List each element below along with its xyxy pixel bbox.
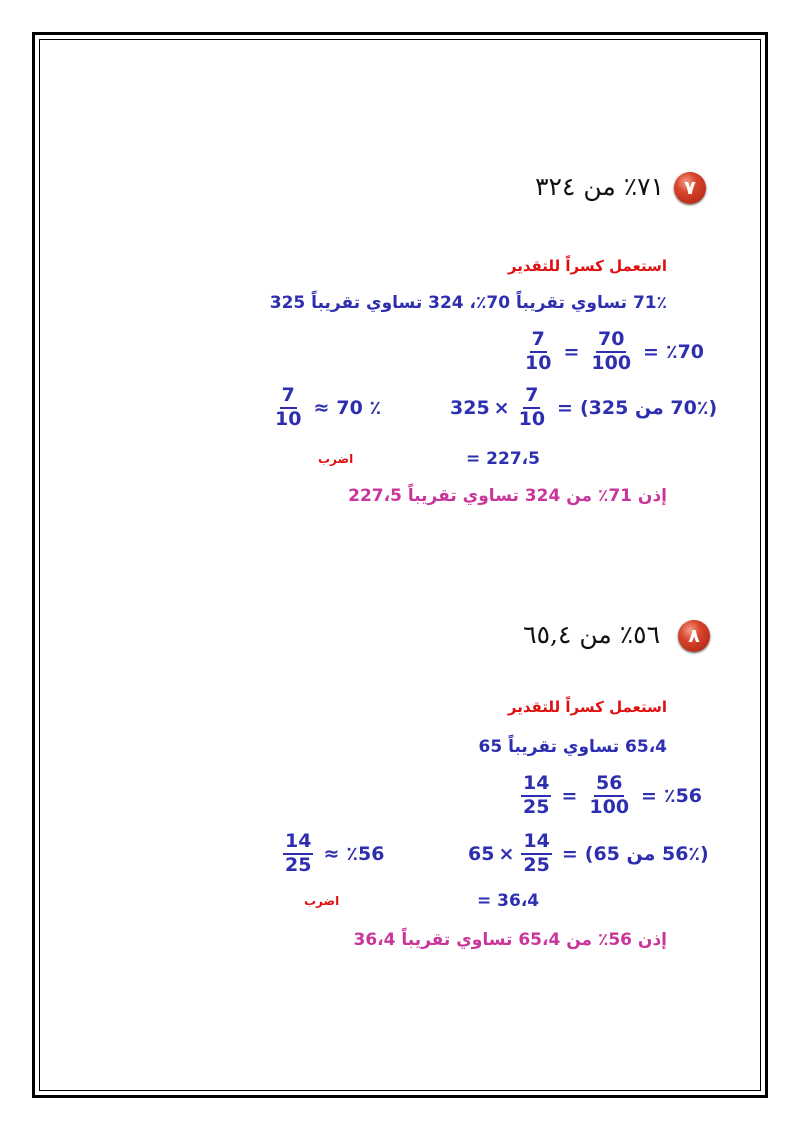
approximation-text: 71٪ تساوي تقريباً 70٪، 324 تساوي تقريباً 325 <box>269 293 667 313</box>
approximation-text: 65،4 تساوي تقريباً 65 <box>478 737 667 757</box>
problem-title: ٧١٪ من ٣٢٤ <box>535 172 664 201</box>
conclusion-text: إذن 56٪ من 65،4 تساوي تقريباً 36،4 <box>353 930 667 950</box>
fraction: $\frac{56}{100}$ <box>589 772 630 818</box>
product-equation: 65 × $\frac{14}{25}$ = (56٪ من 65) <box>468 830 709 876</box>
instruction-text: استعمل كسراً للتقدير <box>507 257 667 275</box>
fraction: $\frac{70}{100}$ <box>591 328 632 374</box>
hint-fraction: $\frac{14}{25}$ ≈ ٪56 <box>285 830 385 876</box>
conclusion-text: إذن 71٪ من 324 تساوي تقريباً 227،5 <box>348 486 667 506</box>
multiply-label: اضرب <box>304 894 340 908</box>
fraction: $\frac{14}{25}$ <box>523 772 550 818</box>
result-text: 36،4 = <box>477 891 540 911</box>
result-text: 227،5 = <box>466 449 540 469</box>
fraction: $\frac{14}{25}$ <box>523 830 550 876</box>
instruction-text: استعمل كسراً للتقدير <box>507 698 667 716</box>
product-equation: 325 × $\frac{7}{10}$ = (70٪ من 325) <box>450 384 718 430</box>
fraction: $\frac{7}{10}$ <box>275 384 302 430</box>
fraction: $\frac{7}{10}$ <box>518 384 546 430</box>
problem-number: ٨ <box>688 625 700 647</box>
problem-title: ٥٦٪ من ٦٥,٤ <box>523 620 660 649</box>
problem-number: ٧ <box>684 177 696 199</box>
hint-fraction: $\frac{7}{10}$ ≈ ٪ 70 <box>275 384 382 430</box>
multiply-label: اضرب <box>318 452 354 466</box>
fraction-equivalence: $\frac{14}{25}$ = $\frac{56}{100}$ = ٪56 <box>523 772 703 818</box>
fraction-equivalence: $\frac{7}{10}$ = $\frac{70}{100}$ = ٪70 <box>525 328 705 374</box>
fraction: $\frac{14}{25}$ <box>285 830 312 876</box>
problem-number-badge <box>678 620 710 652</box>
fraction: $\frac{7}{10}$ <box>525 328 552 374</box>
problem-number-badge <box>674 172 706 204</box>
